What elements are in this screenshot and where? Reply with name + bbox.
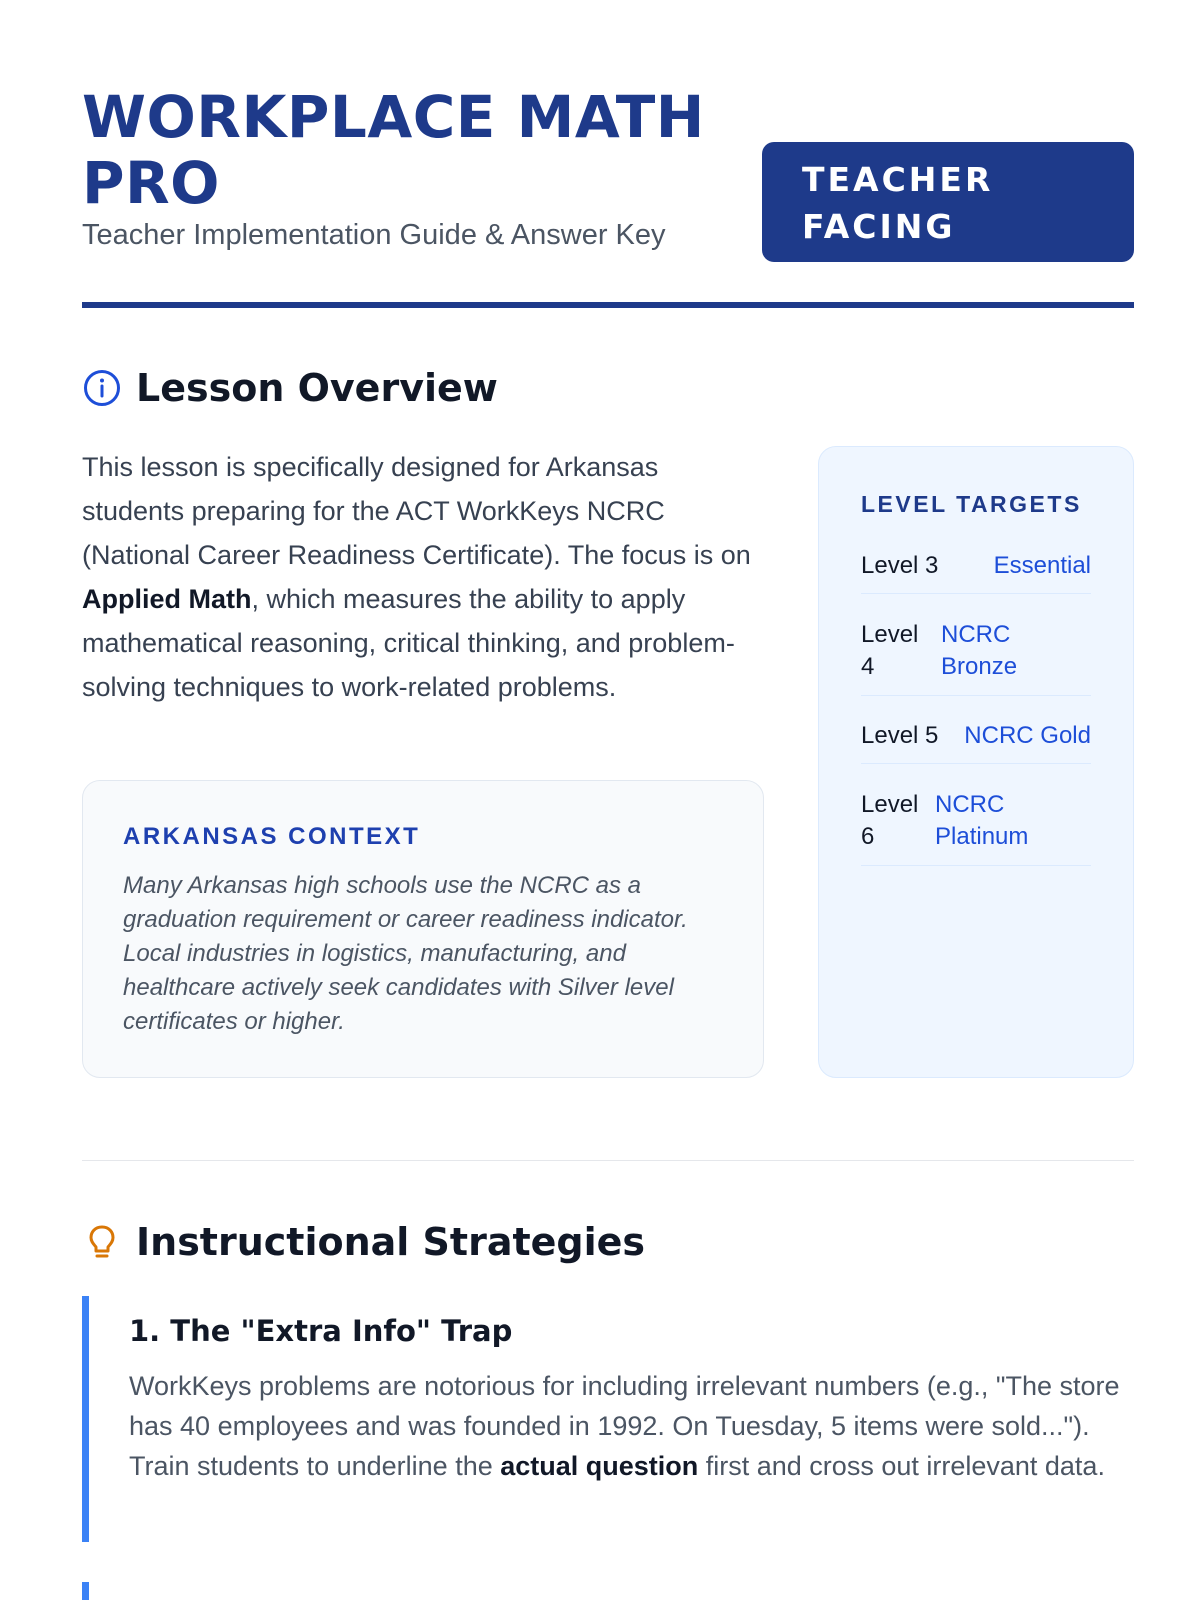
level-value: NCRC Platinum <box>935 790 1029 850</box>
lesson-overview-heading <box>82 366 498 410</box>
badge-line-1: TEACHER <box>802 160 994 199</box>
strategy-body: WorkKeys problems are notorious for including irrelevant numbers (e.g., "The store has 40 employees and was founded in 1992. On Tuesday, 5 items were sold..."). Train students to underline the actual question first and cross out irrelevant data. <box>129 1371 1120 1481</box>
level-target-row <box>861 776 1091 866</box>
instructional-strategies-title: Instructional Strategies <box>136 1220 646 1264</box>
strategy-card <box>82 1296 1134 1542</box>
header-rule <box>82 302 1134 308</box>
lesson-overview-title: Lesson Overview <box>136 366 498 410</box>
level-value: NCRC Gold <box>964 721 1091 749</box>
level-label: Level 3 <box>861 551 939 579</box>
level-label: Level 6 <box>861 790 919 850</box>
level-label: Level 4 <box>861 620 919 680</box>
lightbulb-icon <box>82 1222 122 1262</box>
document-header <box>82 84 1134 308</box>
strategy-emphasis: actual question <box>500 1451 699 1481</box>
level-targets-heading: LEVEL TARGETS <box>861 491 1082 517</box>
level-label: Level 5 <box>861 721 939 749</box>
arkansas-context-heading: ARKANSAS CONTEXT <box>123 823 421 850</box>
instructional-strategies-heading <box>82 1220 645 1264</box>
level-target-row <box>861 708 1091 764</box>
badge-line-2: FACING <box>802 207 956 246</box>
arkansas-context-box <box>82 780 764 1078</box>
teacher-facing-badge <box>762 142 1134 262</box>
lesson-intro-paragraph: This lesson is specifically designed for Arkansas students preparing for the ACT WorkKeys NCRC (National Career Readiness Certificate). The focus is on Applied Math, which measures the ability to apply mathematical reasoning, critical thinking, and problem-solving techniques to work-related problems. <box>82 452 751 702</box>
arkansas-context-body: Many Arkansas high schools use the NCRC as a graduation requirement or career readiness indicator. Local industries in logistics, manufacturing, and healthcare actively seek candidates with Silver level certificates or higher. <box>123 872 688 1035</box>
document-subtitle: Teacher Implementation Guide & Answer Key <box>82 219 666 251</box>
info-circle-icon <box>82 368 122 408</box>
strategy-title: 1. The "Extra Info" Trap <box>129 1314 513 1348</box>
level-target-row <box>861 606 1091 696</box>
applied-math-emphasis: Applied Math <box>82 584 252 614</box>
section-divider <box>82 1160 1134 1161</box>
level-target-row <box>861 538 1091 594</box>
level-targets-panel <box>818 446 1134 1078</box>
document-title: WORKPLACE MATH PRO <box>82 83 705 217</box>
level-value: Essential <box>993 551 1091 579</box>
strategy-card-next <box>82 1582 1134 1600</box>
level-value: NCRC Bronze <box>941 620 1018 680</box>
